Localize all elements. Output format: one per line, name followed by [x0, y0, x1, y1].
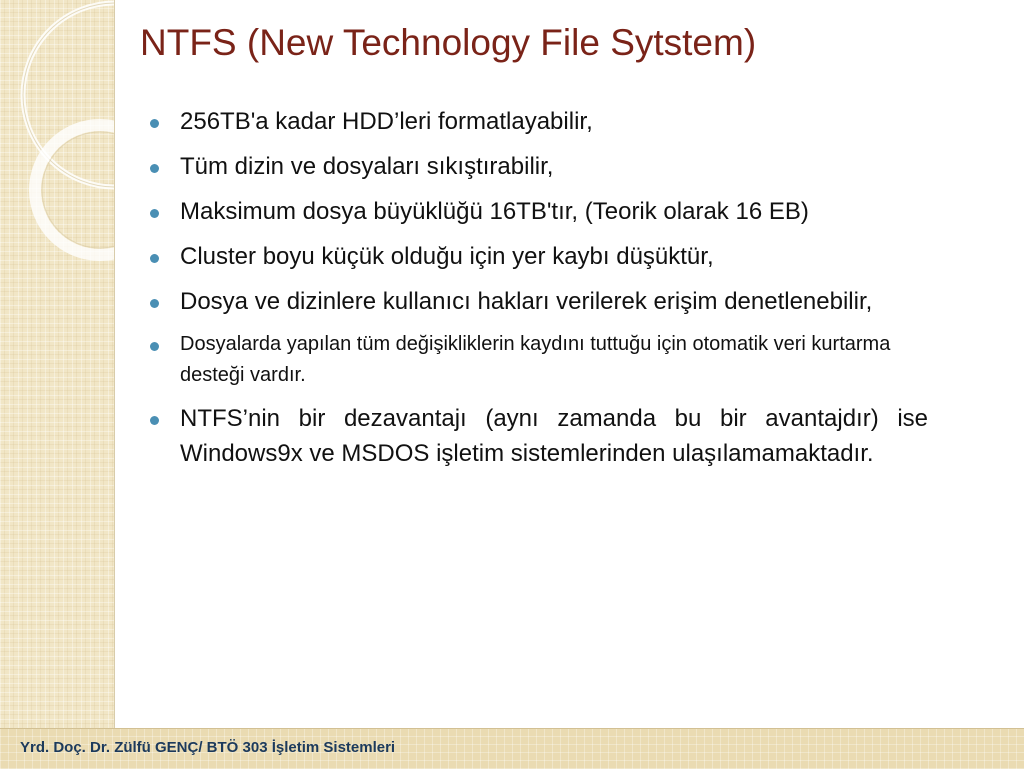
slide-title: NTFS (New Technology File Sytstem)	[140, 22, 757, 63]
bullet-text: 256TB'a kadar HDD’leri formatlayabilir,	[180, 108, 593, 135]
bullet-item	[148, 401, 928, 471]
bullet-item	[148, 104, 928, 139]
bullet-list	[148, 104, 928, 481]
bullet-icon	[150, 416, 159, 425]
bullet-text: Maksimum dosya büyüklüğü 16TB'tır, (Teorik olarak 16 EB)	[180, 198, 809, 225]
bullet-icon	[150, 299, 159, 308]
bullet-text: Dosya ve dizinlere kullanıcı hakları verilerek erişim denetlenebilir,	[180, 288, 873, 315]
bullet-item	[148, 239, 928, 274]
bullet-text: NTFS’nin bir dezavantajı (aynı zamanda bu bir avantajdır) ise Windows9x ve MSDOS işletim sistemlerinden ulaşılamamaktadır.	[180, 405, 928, 467]
decorative-rings	[0, 0, 114, 728]
bullet-text: Tüm dizin ve dosyaları sıkıştırabilir,	[180, 153, 554, 180]
bullet-text: Dosyalarda yapılan tüm değişikliklerin kaydını tuttuğu için otomatik veri kurtarma desteği vardır.	[180, 333, 891, 386]
bullet-text: Cluster boyu küçük olduğu için yer kaybı düşüktür,	[180, 243, 714, 270]
bullet-icon	[150, 119, 159, 128]
bullet-icon	[150, 164, 159, 173]
bullet-icon	[150, 342, 159, 351]
bullet-icon	[150, 209, 159, 218]
bullet-item	[148, 149, 928, 184]
footer-text: Yrd. Doç. Dr. Zülfü GENÇ/ BTÖ 303 İşletim Sistemleri	[20, 739, 396, 756]
bullet-item	[148, 284, 928, 319]
footer-bar	[0, 728, 1024, 769]
decorative-side-panel	[0, 0, 115, 728]
bullet-item	[148, 329, 928, 391]
bullet-item	[148, 194, 928, 229]
bullet-icon	[150, 254, 159, 263]
